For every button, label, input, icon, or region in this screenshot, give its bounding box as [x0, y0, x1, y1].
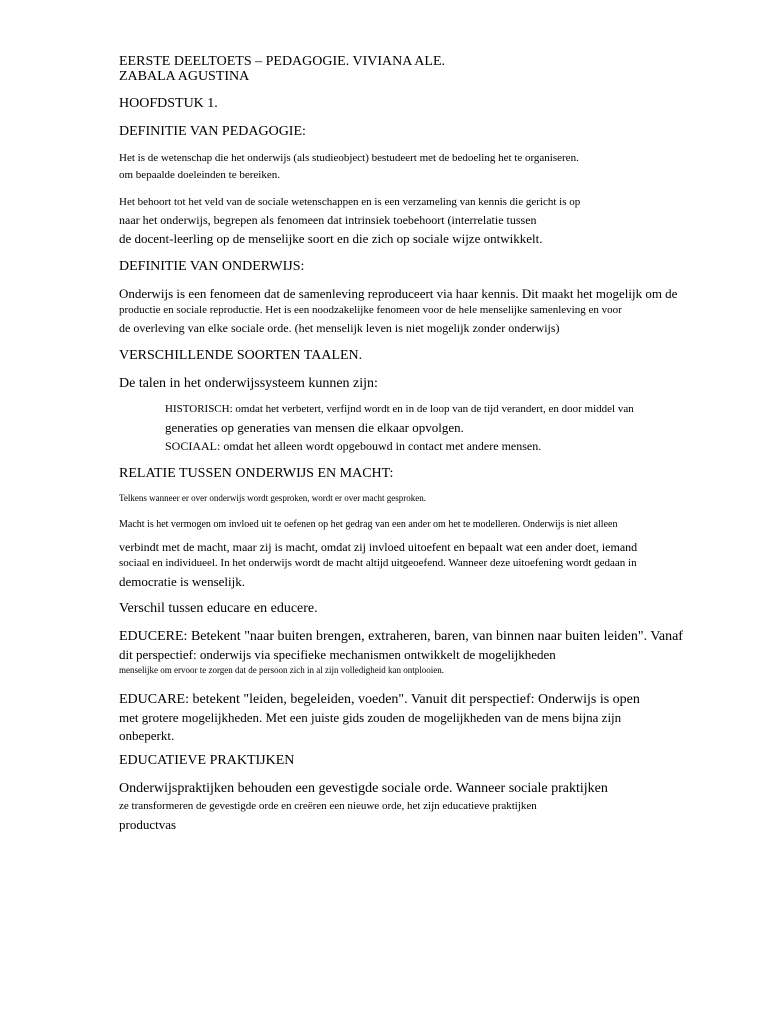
- paragraph-line: om bepaalde doeleinden te bereiken.: [119, 169, 280, 181]
- bullet-item-sociaal: SOCIAAL: omdat het alleen wordt opgebouwd in contact met andere mensen.: [165, 439, 542, 453]
- document-author: ZABALA AGUSTINA: [119, 69, 250, 84]
- paragraph-line: ze transformeren de gevestigde orde en creëren een nieuwe orde, het zijn educatieve praktijken: [119, 800, 537, 812]
- section-heading-onderwijs: DEFINITIE VAN ONDERWIJS:: [119, 259, 305, 274]
- paragraph-line: naar het onderwijs, begrepen als fenomeen dat intrinsiek toebehoort (interrelatie tussen: [119, 213, 537, 227]
- chapter-heading: HOOFDSTUK 1.: [119, 96, 218, 111]
- bullet-item-historisch-continued: generaties op generaties van mensen die elkaar opvolgen.: [165, 420, 464, 435]
- paragraph-line: met grotere mogelijkheden. Met een juiste gids zouden de mogelijkheden van de mens bijna zijn: [119, 710, 622, 725]
- paragraph-line: EDUCERE: Betekent "naar buiten brengen, extraheren, baren, van binnen naar buiten leiden". Vanaf: [119, 629, 683, 644]
- section-heading-pedagogie: DEFINITIE VAN PEDAGOGIE:: [119, 124, 306, 139]
- paragraph-line: De talen in het onderwijssysteem kunnen zijn:: [119, 376, 378, 391]
- paragraph-line: de docent-leerling op de menselijke soort en die zich op sociale wijze ontwikkelt.: [119, 231, 543, 246]
- section-heading-praktijken: EDUCATIEVE PRAKTIJKEN: [119, 753, 295, 768]
- document-title: EERSTE DEELTOETS – PEDAGOGIE. VIVIANA ALE.: [119, 54, 446, 69]
- paragraph-line: menselijke om ervoor te zorgen dat de persoon zich in al zijn volledigheid kan ontplooien.: [119, 665, 444, 675]
- section-heading-macht: RELATIE TUSSEN ONDERWIJS EN MACHT:: [119, 466, 394, 481]
- paragraph-line: dit perspectief: onderwijs via specifieke mechanismen ontwikkelt de mogelijkheden: [119, 647, 556, 662]
- bullet-item-historisch: HISTORISCH: omdat het verbetert, verfijnd wordt en in de loop van de tijd verandert, en door middel van: [165, 403, 634, 415]
- paragraph-line: EDUCARE: betekent "leiden, begeleiden, voeden". Vanuit dit perspectief: Onderwijs is open: [119, 692, 640, 707]
- paragraph-line: Macht is het vermogen om invloed uit te oefenen op het gedrag van een ander om het te modelleren. Onderwijs is niet alleen: [119, 519, 618, 530]
- paragraph-line: Het is de wetenschap die het onderwijs (als studieobject) bestudeert met de bedoeling het te organiseren.: [119, 152, 579, 164]
- paragraph-line: Onderwijs is een fenomeen dat de samenleving reproduceert via haar kennis. Dit maakt het mogelijk om de: [119, 286, 678, 301]
- paragraph-line: productvas: [119, 817, 177, 832]
- paragraph-line: Onderwijspraktijken behouden een gevestigde sociale orde. Wanneer sociale praktijken: [119, 781, 608, 796]
- paragraph-line: Het behoort tot het veld van de sociale wetenschappen en is een verzameling van kennis die gericht is op: [119, 196, 581, 208]
- paragraph-line: Verschil tussen educare en educere.: [119, 601, 318, 616]
- paragraph-line: sociaal en individueel. In het onderwijs wordt de macht altijd uitgeoefend. Wanneer deze uitoefening wordt gedaan in: [119, 557, 637, 569]
- paragraph-line: de overleving van elke sociale orde. (het menselijk leven is niet mogelijk zonder onderwijs): [119, 321, 560, 335]
- paragraph-line: onbeperkt.: [119, 728, 175, 743]
- paragraph-line: democratie is wenselijk.: [119, 574, 245, 589]
- section-heading-talen: VERSCHILLENDE SOORTEN TAALEN.: [119, 348, 363, 363]
- paragraph-line: productie en sociale reproductie. Het is een noodzakelijke fenomeen voor de hele menselijke samenleving en voor: [119, 304, 622, 316]
- paragraph-line: verbindt met de macht, maar zij is macht, omdat zij invloed uitoefent en bepaalt wat een ander doet, iemand: [119, 540, 638, 554]
- paragraph-line: Telkens wanneer er over onderwijs wordt gesproken, wordt er over macht gesproken.: [119, 493, 427, 503]
